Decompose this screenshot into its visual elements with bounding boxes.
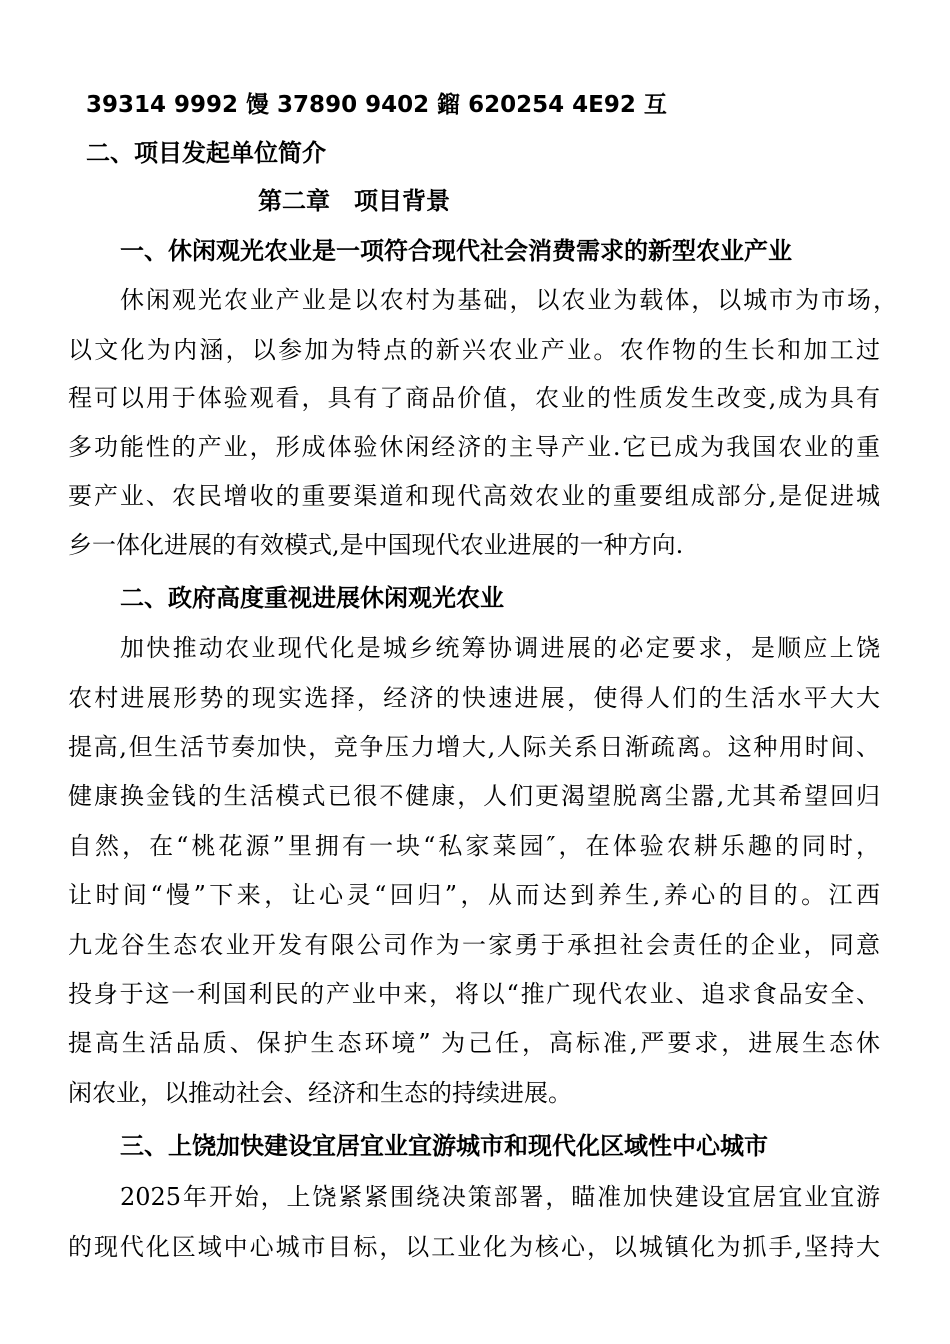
paragraph-line: 提高,但生活节奏加快，竞争压力增大,人际关系日渐疏离。这种用时间、 [68, 733, 880, 761]
paragraph-line: 2025年开始，上饶紧紧围绕决策部署，瞄准加快建设宜居宜业宜游 [120, 1183, 880, 1211]
paragraph-line: 多功能性的产业，形成体验休闲经济的主导产业.它已成为我国农业的重 [68, 433, 880, 461]
paragraph-line: 自然，在“桃花源”里拥有一块“私家菜园″，在体验农耕乐趣的同时， [68, 832, 880, 860]
paragraph-line: 要产业、农民增收的重要渠道和现代高效农业的重要组成部分,是促进城 [68, 482, 880, 510]
chapter-title: 第二章 项目背景 [258, 187, 450, 215]
paragraph-line: 投身于这一利国利民的产业中来，将以“推广现代农业、追求食品安全、 [68, 980, 880, 1008]
paragraph-line: 健康换金钱的生活模式已很不健康，人们更渴望脱离尘嚣,尤其希望回归 [68, 782, 880, 810]
paragraph-line: 程可以用于体验观看，具有了商品价值，农业的性质发生改变,成为具有 [68, 384, 880, 412]
section-heading-sponsor: 二、项目发起单位简介 [86, 139, 326, 167]
paragraph-line: 闲农业，以推动社会、经济和生态的持续进展。 [68, 1079, 572, 1107]
paragraph-line: 的现代化区域中心城市目标，以工业化为核心，以城镇化为抓手,坚持大 [68, 1233, 880, 1261]
paragraph-line: 提高生活品质、保护生态环境” 为己任，高标准,严要求，进展生态休 [68, 1029, 880, 1057]
paragraph-line: 休闲观光农业产业是以农村为基础，以农业为载体，以城市为市场， [120, 286, 897, 314]
paragraph-line: 农村进展形势的现实选择，经济的快速进展，使得人们的生活水平大大 [68, 684, 880, 712]
paragraph-line: 乡一体化进展的有效模式,是中国现代农业进展的一种方向. [68, 531, 684, 559]
paragraph-line: 加快推动农业现代化是城乡统筹协调进展的必定要求，是顺应上饶 [120, 634, 880, 662]
header-code-line: 39314 9992 馒 37890 9402 鎦 620254 4E92 互 [86, 92, 667, 118]
paragraph-line: 九龙谷生态农业开发有限公司作为一家勇于承担社会责任的企业，同意 [68, 931, 880, 959]
heading-leisure-agriculture: 一、休闲观光农业是一项符合现代社会消费需求的新型农业产业 [120, 237, 792, 265]
paragraph-line: 以文化为内涵，以参加为特点的新兴农业产业。农作物的生长和加工过 [68, 336, 880, 364]
paragraph-line: 让时间“慢”下来，让心灵“回归”，从而达到养生,养心的目的。江西 [68, 881, 880, 909]
heading-shangrao-city: 三、上饶加快建设宜居宜业宜游城市和现代化区域性中心城市 [120, 1132, 768, 1160]
heading-government-support: 二、政府高度重视进展休闲观光农业 [120, 584, 504, 612]
